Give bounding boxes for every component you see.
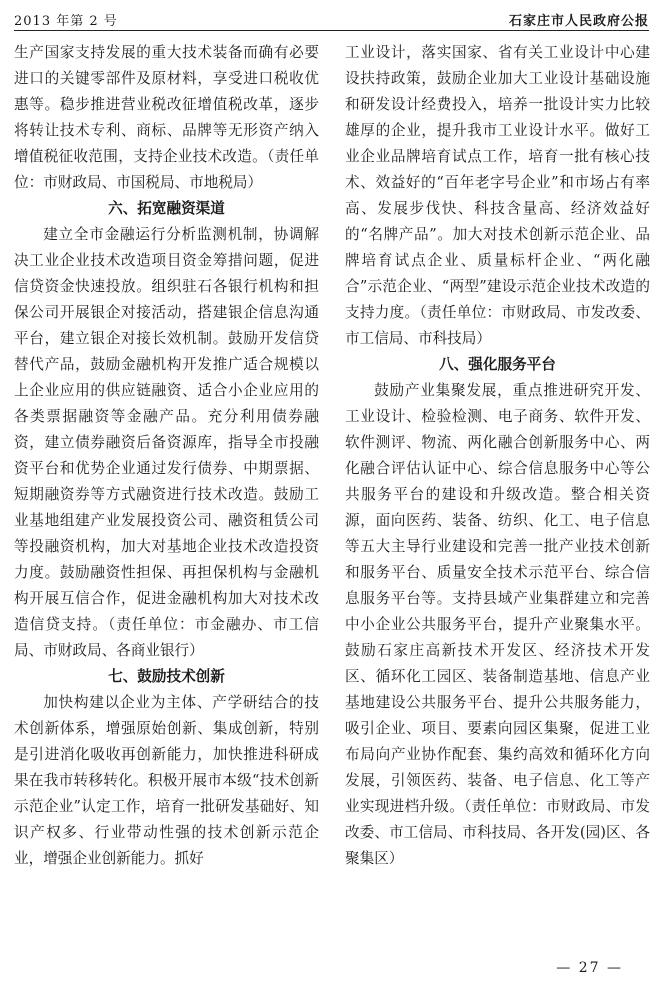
left-column	[14, 40, 319, 872]
paragraph: 建立全市金融运行分析监测机制，协调解决工业企业技术改造项目资金筹措问题，促进信贷资金快速投放。组织驻石各银行机构和担保公司开展银企对接活动，搭建银企信息沟通平台，建立银企对接长效机制。鼓励开发信贷替代产品，鼓励金融机构开发推广适合规模以上企业应用的供应链融资、适合小企业应用的各类票据融资等金融产品。充分利用债券融资，建立债券融资后备资源库，指导全市投融资平台和优势企业通过发行债券、中期票据、短期融资券等方式融资进行技术改造。鼓励工业基地组建产业发展投资公司、融资租赁公司等投融资机构，加大对基地企业技术改造投资力度。鼓励融资性担保、再担保机构与金融机构开展互信合作，促进金融机构加大对技术改造信贷支持。（责任单位：市金融办、市工信局、市财政局、各商业银行）	[14, 226, 319, 659]
section-heading-8: 八、强化服务平台	[439, 356, 556, 373]
paragraph: 生产国家支持发展的重大技术装备而确有必要进口的关键零部件及原材料，享受进口税收优惠等。稳步推进营业税改征增值税改革，逐步将转让技术专利、商标、品牌等无形资产纳入增值税征收范围，支持企业技术改造。（责任单位：市财政局、市国税局、市地税局）	[14, 44, 319, 191]
paragraph: 鼓励产业集聚发展，重点推进研究开发、工业设计、检验检测、电子商务、软件开发、软件测评、物流、两化融合创新服务中心、两化融合评估认证中心、综合信息服务中心等公共服务平台的建设和升级改造。整合相关资源，面向医药、装备、纺织、化工、电子信息等五大主导行业建设和完善一批产业技术创新和服务平台、质量安全技术示范平台、综合信息服务平台等。支持县域产业集群建立和完善中小企业公共服务平台，提升产业聚集水平。鼓励石家庄高新技术开发区、经济技术开发区、循环化工园区、装备制造基地、信息产业基地建设公共服务平台、提升公共服务能力，吸引企业、项目、要素向园区集聚，促进工业布局向产业协作配套、集约高效和循环化方向发展，引领医药、装备、电子信息、化工等产业实现进档升级。（责任单位：市财政局、市发改委、市工信局、市科技局、各开发(园)区、各聚集区）	[345, 382, 650, 867]
right-column	[345, 40, 650, 872]
journal-title: 石家庄市人民政府公报	[508, 14, 649, 29]
issue-label: 2013 年第 2 号	[14, 14, 118, 29]
paragraph: 加快构建以企业为主体、产学研结合的技术创新体系，增强原始创新、集成创新，特别是引进消化吸收再创新能力，加快推进科研成果在我市转移转化。积极开展市本级“技术创新示范企业”认定工作，培育一批研发基础好、知识产权多、行业带动性强的技术创新示范企业，增强企业创新能力。抓好	[14, 694, 319, 867]
page-header	[14, 8, 649, 31]
page-number: — 27 —	[556, 960, 623, 976]
section-heading-7: 七、鼓励技术创新	[108, 668, 225, 685]
section-heading-6: 六、拓宽融资渠道	[108, 200, 225, 217]
paragraph: 工业设计，落实国家、省有关工业设计中心建设扶持政策，鼓励企业加大工业设计基础设施和研发设计经费投入，培养一批设计实力比较雄厚的企业，提升我市工业设计水平。做好工业企业品牌培育试点工作，培育一批有核心技术、效益好的“百年老字号企业”和市场占有率高、发展步伐快、科技含量高、经济效益好的“名牌产品”。加大对技术创新示范企业、品牌培育试点企业、质量标杆企业、“两化融合”示范企业、“两型”建设示范企业技术改造的支持力度。（责任单位：市财政局、市发改委、市工信局、市科技局）	[345, 44, 650, 347]
